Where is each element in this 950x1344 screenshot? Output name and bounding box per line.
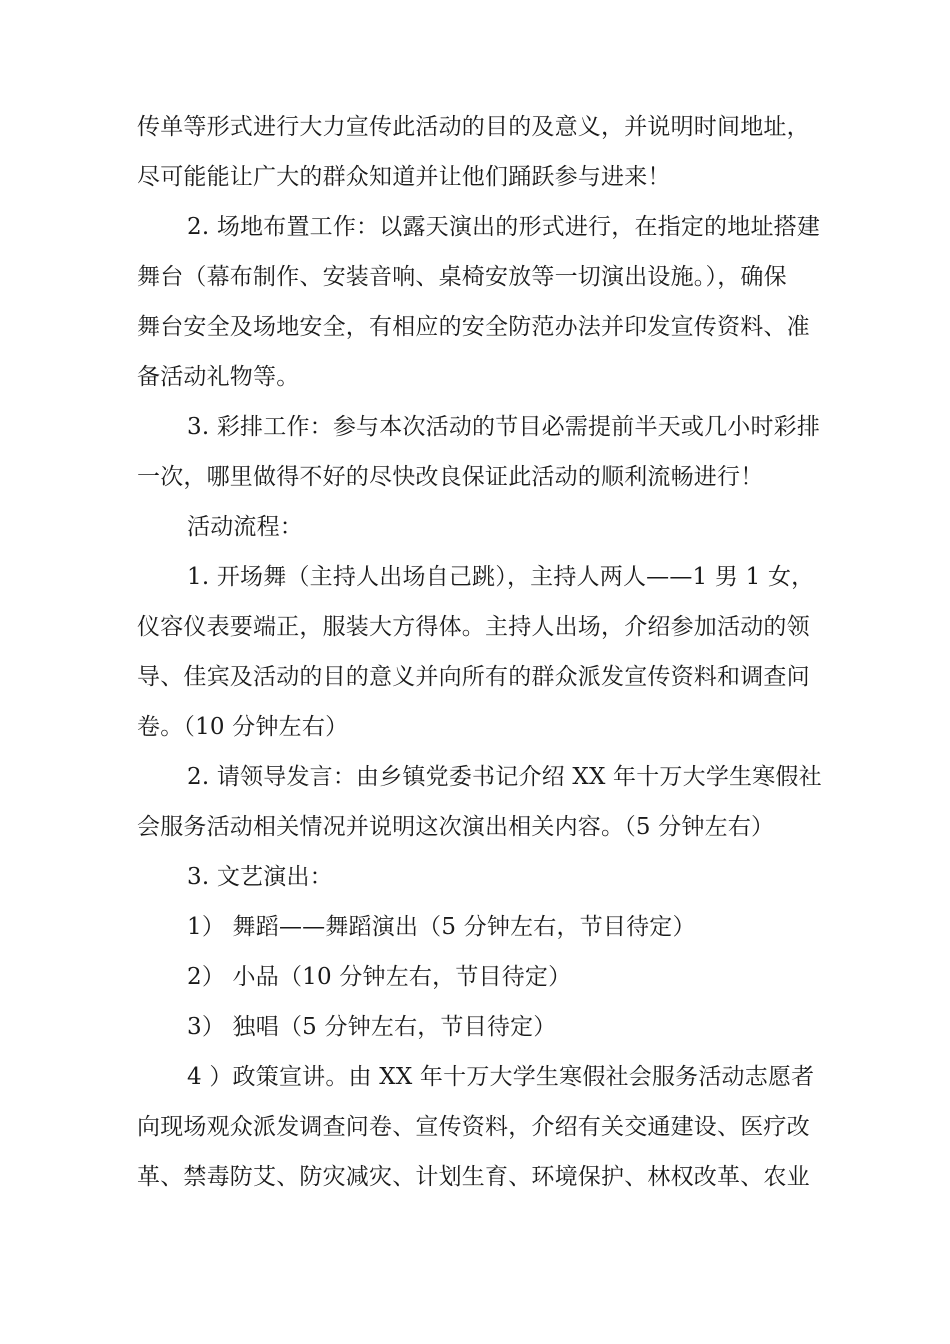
text-line: 会服务活动相关情况并说明这次演出相关内容。（5 分钟左右） (137, 814, 775, 840)
text-line: 备活动礼物等。 (137, 364, 300, 390)
text-line: 传单等形式进行大力宣传此活动的目的及意义，并说明时间地址， (137, 114, 810, 140)
text-line: 一次，哪里做得不好的尽快改良保证此活动的顺利流畅进行！ (137, 464, 764, 490)
paragraph-start: 1. 开场舞（主持人出场自己跳），主持人两人——1 男 1 女， (187, 564, 815, 590)
text-line: 卷。（10 分钟左右） (137, 714, 349, 740)
text-line: 向现场观众派发调查问卷、宣传资料，介绍有关交通建设、医疗改 (137, 1114, 810, 1140)
section-heading: 活动流程： (187, 514, 303, 540)
paragraph-start: 2. 场地布置工作：以露天演出的形式进行，在指定的地址搭建 (187, 214, 821, 240)
text-line: 舞台安全及场地安全，有相应的安全防范办法并印发宣传资料、准 (137, 314, 810, 340)
text-line: 仪容仪表要端正，服装大方得体。主持人出场，介绍参加活动的领 (137, 614, 810, 640)
paragraph-start: 2. 请领导发言：由乡镇党委书记介绍 XX 年十万大学生寒假社 (187, 764, 822, 790)
paragraph-start: 3. 文艺演出： (187, 864, 333, 890)
text-line: 尽可能能让广大的群众知道并让他们踊跃参与进来！ (137, 164, 671, 190)
list-item: 1） 舞蹈——舞蹈演出（5 分钟左右，节目待定） (187, 914, 696, 940)
paragraph-start: 4 ）政策宣讲。由 XX 年十万大学生寒假社会服务活动志愿者 (187, 1064, 815, 1090)
text-line: 舞台（幕布制作、安装音响、桌椅安放等一切演出设施。），确保 (137, 264, 787, 290)
paragraph-start: 3. 彩排工作：参与本次活动的节目必需提前半天或几小时彩排 (187, 414, 821, 440)
list-item: 3） 独唱（5 分钟左右，节目待定） (187, 1014, 557, 1040)
text-line: 革、禁毒防艾、防灾减灾、计划生育、环境保护、林权改革、农业 (137, 1164, 810, 1190)
list-item: 2） 小品（10 分钟左右，节目待定） (187, 964, 572, 990)
text-line: 导、佳宾及活动的目的意义并向所有的群众派发宣传资料和调查问 (137, 664, 810, 690)
